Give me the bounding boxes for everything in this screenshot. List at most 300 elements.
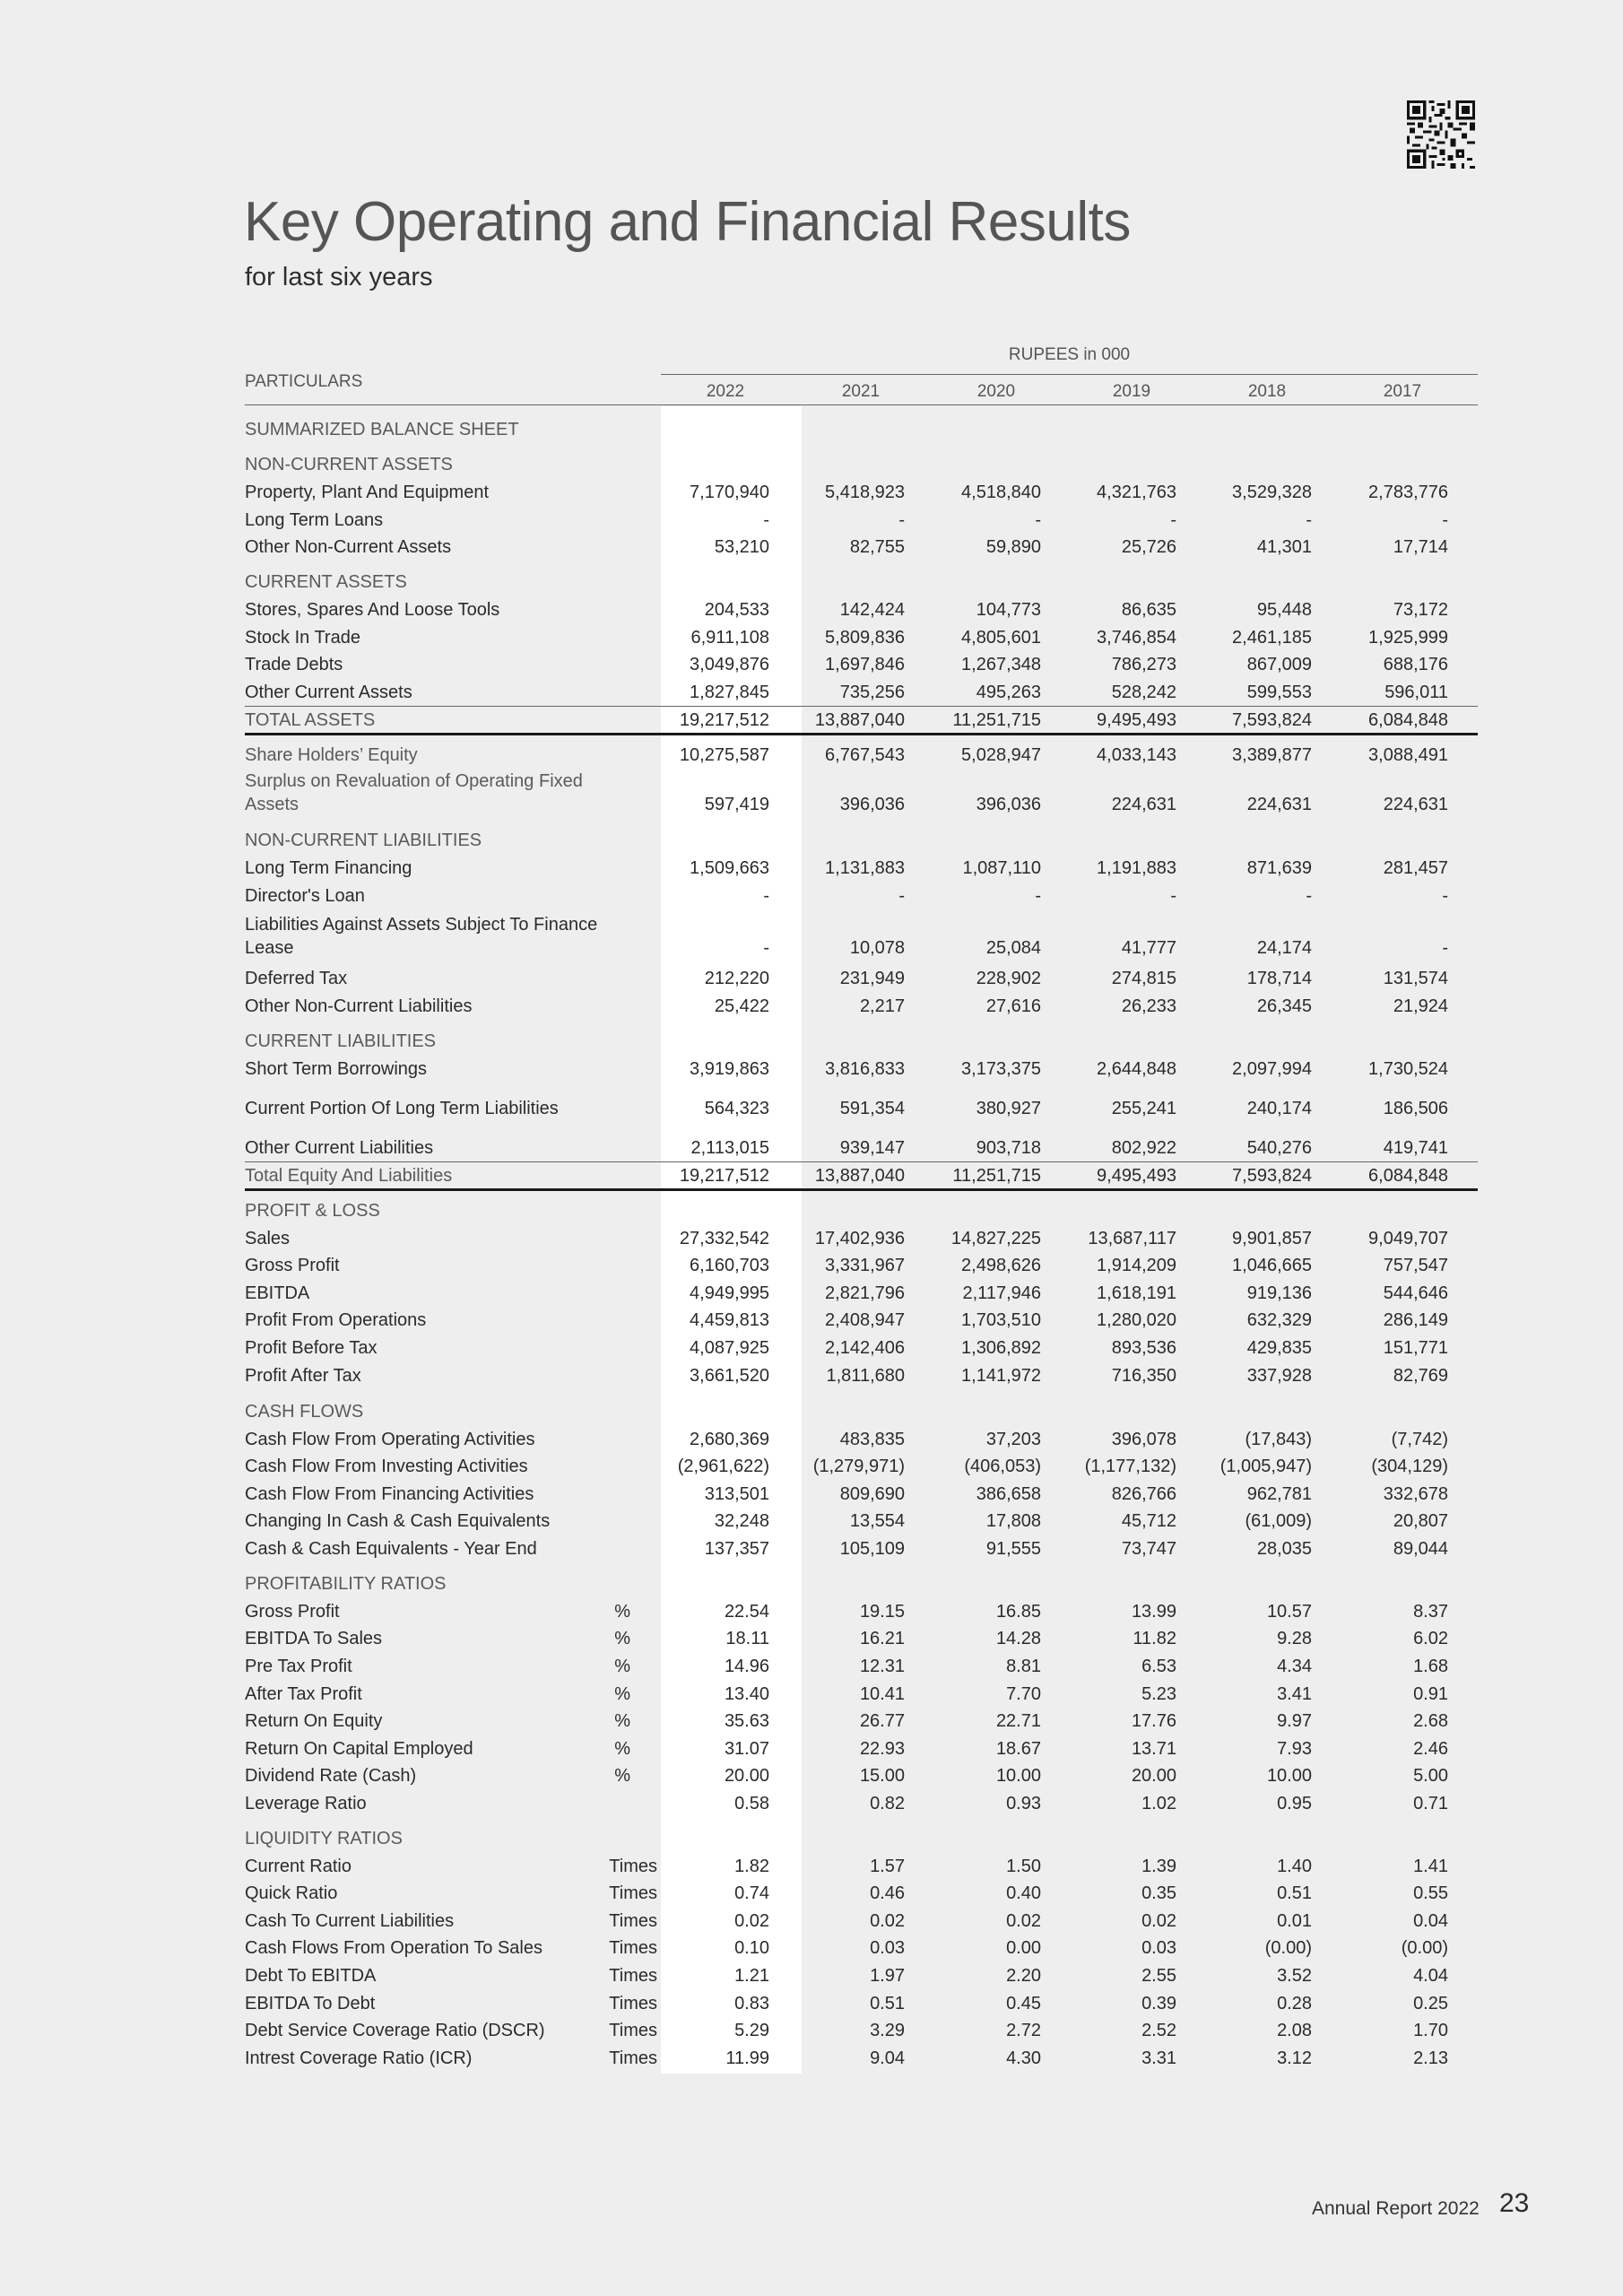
table-row: [245, 1056, 1478, 1083]
row-label: Long Term Financing: [245, 858, 412, 878]
cell-value: 0.95: [1277, 1794, 1312, 1813]
cell-value: 9.28: [1277, 1629, 1312, 1648]
cell-value: 14.96: [724, 1657, 769, 1676]
cell-value: 131,574: [1383, 969, 1448, 988]
cell-value: 27,616: [985, 996, 1041, 1016]
cell-value: (2,961,622): [677, 1457, 769, 1476]
cell-value: 104,773: [976, 600, 1041, 620]
section-title: PROFITABILITY RATIOS: [245, 1574, 447, 1594]
row-label: Dividend Rate (Cash): [245, 1766, 417, 1786]
cell-value: 255,241: [1111, 1099, 1176, 1118]
qr-code-icon: [1407, 100, 1475, 169]
unit-label: %: [614, 1739, 630, 1759]
cell-value: 0.58: [734, 1794, 769, 1813]
cell-value: 1,925,999: [1368, 628, 1448, 648]
total-double-rule: [245, 733, 1478, 735]
row-label: Quick Ratio: [245, 1883, 338, 1903]
cell-value: 688,176: [1383, 655, 1448, 674]
cell-value: 10.41: [859, 1684, 905, 1704]
cell-value: 10.57: [1266, 1602, 1312, 1622]
cell-value: 11,251,715: [952, 1166, 1041, 1186]
cell-value: (1,177,132): [1084, 1457, 1176, 1476]
row-label: Cash Flow From Operating Activities: [245, 1430, 535, 1449]
cell-value: 10.00: [995, 1766, 1041, 1786]
table-row: [245, 855, 1478, 882]
unit-label: %: [614, 1766, 630, 1786]
cell-value: 137,357: [704, 1539, 769, 1559]
cell-value: 419,741: [1383, 1138, 1448, 1158]
cell-value: 9.04: [870, 2048, 905, 2068]
cell-value: -: [763, 886, 769, 906]
cell-value: 9.97: [1277, 1711, 1312, 1731]
cell-value: 2,117,946: [962, 1283, 1041, 1303]
cell-value: 0.03: [1141, 1938, 1176, 1958]
cell-value: 7,593,824: [1232, 1166, 1312, 1186]
cell-value: 22.54: [724, 1602, 769, 1622]
cell-value: 28,035: [1256, 1539, 1312, 1559]
row-label-line: Liabilities Against Assets Subject To Finance: [245, 915, 598, 935]
cell-value: 809,690: [839, 1484, 905, 1504]
cell-value: 19,217,512: [679, 710, 769, 730]
unit-label: Times: [609, 1938, 657, 1958]
cell-value: 893,536: [1111, 1338, 1176, 1358]
cell-value: 0.82: [870, 1794, 905, 1813]
section-header-current-assets: [245, 569, 1478, 596]
cell-value: -: [1442, 886, 1448, 906]
section-title: CURRENT LIABILITIES: [245, 1031, 437, 1051]
cell-value: 82,769: [1393, 1366, 1448, 1386]
section-header-profitability-ratios: [245, 1570, 1478, 1597]
cell-value: 2,142,406: [825, 1338, 905, 1358]
row-label: Other Non-Current Liabilities: [245, 996, 473, 1016]
cell-value: (0.00): [1401, 1938, 1448, 1958]
table-row: [245, 1307, 1478, 1334]
table-row: [245, 679, 1478, 706]
cell-value: 2,113,015: [690, 1138, 769, 1158]
table-row: [245, 1453, 1478, 1480]
cell-value: 0.25: [1413, 1994, 1448, 2013]
table-row: [245, 770, 1478, 820]
cell-value: 19.15: [859, 1602, 905, 1622]
cell-value: 0.39: [1141, 1994, 1176, 2013]
row-label: Debt To EBITDA: [245, 1966, 377, 1986]
cell-value: 1.21: [734, 1966, 769, 1986]
cell-value: 2,461,185: [1232, 628, 1312, 648]
cell-value: 599,553: [1246, 683, 1312, 702]
cell-value: (406,053): [964, 1457, 1041, 1476]
row-label: Other Non-Current Assets: [245, 537, 452, 557]
row-label: Share Holders’ Equity: [245, 745, 418, 765]
table-row: [245, 1508, 1478, 1535]
cell-value: 32,248: [714, 1511, 769, 1531]
table-row: [245, 742, 1478, 769]
cell-value: 0.00: [1006, 1938, 1041, 1958]
table-row: [245, 1280, 1478, 1307]
cell-value: 4,949,995: [690, 1283, 769, 1303]
cell-value: 0.28: [1277, 1994, 1312, 2013]
section-title: LIQUIDITY RATIOS: [245, 1829, 403, 1848]
cell-value: 11,251,715: [952, 710, 1041, 730]
row-label: Deferred Tax: [245, 969, 348, 988]
table-row: [245, 1095, 1478, 1122]
cell-value: 2.46: [1413, 1739, 1448, 1759]
row-label: Pre Tax Profit: [245, 1657, 352, 1676]
table-row: [245, 479, 1478, 506]
cell-value: 1,914,209: [1097, 1256, 1176, 1275]
cell-value: 212,220: [704, 969, 769, 988]
year-header-row: [245, 378, 1478, 405]
cell-value: 2,408,947: [825, 1310, 905, 1330]
page-title: Key Operating and Financial Results: [244, 191, 1131, 253]
cell-value: 5,028,947: [961, 745, 1041, 765]
cell-value: 0.40: [1006, 1883, 1041, 1903]
cell-value: 240,174: [1246, 1099, 1312, 1118]
table-row: [245, 534, 1478, 561]
cell-value: 286,149: [1383, 1310, 1448, 1330]
cell-value: 1,618,191: [1097, 1283, 1176, 1303]
cell-value: 0.01: [1277, 1911, 1312, 1931]
cell-value: 6,084,848: [1368, 1166, 1448, 1186]
cell-value: 14,827,225: [950, 1229, 1041, 1248]
cell-value: -: [1306, 886, 1312, 906]
unit-label: Times: [609, 1911, 657, 1931]
cell-value: 2,498,626: [961, 1256, 1041, 1275]
cell-value: 4,805,601: [961, 628, 1041, 648]
row-label-line: Lease: [245, 938, 294, 958]
cell-value: 2,097,994: [1232, 1059, 1312, 1079]
section-header-non-current-assets: [245, 451, 1478, 478]
section-title: PROFIT & LOSS: [245, 1201, 380, 1221]
cell-value: 6,084,848: [1368, 710, 1448, 730]
row-label: Stores, Spares And Loose Tools: [245, 600, 500, 620]
cell-value: 105,109: [839, 1539, 905, 1559]
cell-value: 9,495,493: [1097, 710, 1176, 730]
table-row: [245, 1935, 1478, 1961]
cell-value: 231,949: [839, 969, 905, 988]
cell-value: (304,129): [1371, 1457, 1448, 1476]
cell-value: 2,680,369: [690, 1430, 769, 1449]
cell-value: 204,533: [704, 600, 769, 620]
table-row: [245, 913, 1478, 963]
cell-value: 9,495,493: [1097, 1166, 1176, 1186]
cell-value: 59,890: [985, 537, 1041, 557]
unit-label: Times: [609, 1883, 657, 1903]
cell-value: 17,714: [1393, 537, 1448, 557]
cell-value: 9,901,857: [1232, 1229, 1312, 1248]
cell-value: 1.40: [1277, 1857, 1312, 1876]
cell-value: 25,726: [1121, 537, 1176, 557]
table-row: [245, 1625, 1478, 1652]
cell-value: 5,809,836: [825, 628, 905, 648]
cell-value: 735,256: [839, 683, 905, 702]
cell-value: 178,714: [1246, 969, 1312, 988]
row-label: Changing In Cash & Cash Equivalents: [245, 1511, 551, 1531]
cell-value: 3.31: [1141, 2048, 1176, 2068]
currency-unit-label: RUPEES in 000: [1008, 345, 1131, 364]
header-bottom-rule: [245, 404, 1478, 405]
cell-value: 10,275,587: [679, 745, 769, 765]
table-row: [245, 1880, 1478, 1907]
cell-value: 1,267,348: [961, 655, 1041, 674]
row-label: Cash & Cash Equivalents - Year End: [245, 1539, 537, 1559]
row-label: Sales: [245, 1229, 291, 1248]
row-label: Gross Profit: [245, 1602, 340, 1622]
row-label: Other Current Assets: [245, 683, 412, 702]
cell-value: 2.72: [1006, 2021, 1041, 2040]
table-row: [245, 2045, 1478, 2072]
row-label: EBITDA To Debt: [245, 1994, 376, 2013]
table-row: [245, 1225, 1478, 1252]
cell-value: 483,835: [839, 1430, 905, 1449]
cell-value: 7,170,940: [690, 483, 769, 502]
cell-value: 1,046,665: [1232, 1256, 1312, 1275]
cell-value: 20.00: [724, 1766, 769, 1786]
cell-value: 597,419: [704, 795, 769, 814]
cell-value: 867,009: [1246, 655, 1312, 674]
cell-value: 18.67: [995, 1739, 1041, 1759]
cell-value: 15.00: [859, 1766, 905, 1786]
cell-value: 7.70: [1006, 1684, 1041, 1704]
cell-value: -: [763, 938, 769, 958]
cell-value: 3,746,854: [1097, 628, 1176, 648]
row-label: Cash Flow From Investing Activities: [245, 1457, 528, 1476]
cell-value: 86,635: [1121, 600, 1176, 620]
section-header-profit-loss: [245, 1197, 1478, 1224]
section-title: SUMMARIZED BALANCE SHEET: [245, 420, 519, 439]
cell-value: 13,887,040: [814, 1166, 905, 1186]
cell-value: 0.03: [870, 1938, 905, 1958]
cell-value: 0.10: [734, 1938, 769, 1958]
cell-value: 0.02: [734, 1911, 769, 1931]
table-row: [245, 1135, 1478, 1161]
cell-value: 757,547: [1383, 1256, 1448, 1275]
cell-value: 0.71: [1413, 1794, 1448, 1813]
cell-value: 0.51: [870, 1994, 905, 2013]
cell-value: 26.77: [859, 1711, 905, 1731]
cell-value: 0.51: [1277, 1883, 1312, 1903]
cell-value: 10,078: [849, 938, 905, 958]
table-row: [245, 1990, 1478, 2017]
row-label: Property, Plant And Equipment: [245, 483, 490, 502]
table-row: [245, 2017, 1478, 2044]
cell-value: 2,644,848: [1097, 1059, 1176, 1079]
year-header: 2019: [1112, 382, 1151, 401]
cell-value: 281,457: [1383, 858, 1448, 878]
cell-value: 2,783,776: [1368, 483, 1448, 502]
table-row: [245, 507, 1478, 534]
table-row: [245, 1598, 1478, 1625]
cell-value: 10.00: [1266, 1766, 1312, 1786]
cell-value: 386,658: [976, 1484, 1041, 1504]
row-label: Total Equity And Liabilities: [245, 1166, 453, 1186]
row-label: Debt Service Coverage Ratio (DSCR): [245, 2021, 545, 2040]
cell-value: 1.70: [1413, 2021, 1448, 2040]
cell-value: 13,687,117: [1088, 1229, 1176, 1248]
unit-label: Times: [609, 1966, 657, 1986]
section-title: CASH FLOWS: [245, 1402, 364, 1422]
table-row: [245, 1481, 1478, 1508]
cell-value: 3.41: [1277, 1684, 1312, 1704]
cell-value: 0.46: [870, 1883, 905, 1903]
cell-value: 2.55: [1141, 1966, 1176, 1986]
cell-value: 0.02: [1141, 1911, 1176, 1931]
cell-value: -: [763, 510, 769, 530]
cell-value: 1.50: [1006, 1857, 1041, 1876]
cell-value: 6,160,703: [690, 1256, 769, 1275]
cell-value: 1,087,110: [962, 858, 1041, 878]
cell-value: 3,088,491: [1368, 745, 1448, 765]
cell-value: 716,350: [1111, 1366, 1176, 1386]
cell-value: 396,036: [839, 795, 905, 814]
particulars-header: PARTICULARS: [245, 372, 363, 391]
cell-value: 962,781: [1246, 1484, 1312, 1504]
cell-value: 35.63: [724, 1711, 769, 1731]
table-row: [245, 1681, 1478, 1708]
table-row: [245, 596, 1478, 623]
cell-value: 396,036: [976, 795, 1041, 814]
cell-value: 313,501: [704, 1484, 769, 1504]
cell-value: 2,821,796: [825, 1283, 905, 1303]
cell-value: 3,331,967: [825, 1256, 905, 1275]
cell-value: 4,518,840: [961, 483, 1041, 502]
cell-value: -: [1306, 510, 1312, 530]
section-header-summarized-balance-sheet: [245, 416, 1478, 443]
cell-value: -: [1035, 510, 1041, 530]
cell-value: 17,808: [985, 1511, 1041, 1531]
total-row: [245, 707, 1478, 734]
table-row: [245, 1908, 1478, 1935]
cell-value: 429,835: [1246, 1338, 1312, 1358]
unit-label: %: [614, 1711, 630, 1731]
cell-value: 41,301: [1256, 537, 1312, 557]
cell-value: 1,703,510: [961, 1310, 1041, 1330]
cell-value: 0.02: [1006, 1911, 1041, 1931]
unit-label: Times: [609, 1994, 657, 2013]
page-subtitle: for last six years: [245, 263, 433, 291]
unit-label: Times: [609, 2048, 657, 2068]
cell-value: 13.71: [1131, 1739, 1176, 1759]
cell-value: 22.93: [859, 1739, 905, 1759]
cell-value: 20.00: [1131, 1766, 1176, 1786]
table-row: [245, 1708, 1478, 1735]
cell-value: 73,172: [1393, 600, 1448, 620]
cell-value: 0.93: [1006, 1794, 1041, 1813]
cell-value: 903,718: [976, 1138, 1041, 1158]
cell-value: 3,173,375: [961, 1059, 1041, 1079]
cell-value: 5.29: [734, 2021, 769, 2040]
cell-value: 3,049,876: [690, 655, 769, 674]
cell-value: 5.23: [1141, 1684, 1176, 1704]
row-label: EBITDA To Sales: [245, 1629, 383, 1648]
cell-value: 13.99: [1131, 1602, 1176, 1622]
cell-value: 8.81: [1006, 1657, 1041, 1676]
cell-value: 1.39: [1141, 1857, 1176, 1876]
cell-value: 5,418,923: [825, 483, 905, 502]
table-row: [245, 1335, 1478, 1361]
cell-value: 13.40: [724, 1684, 769, 1704]
cell-value: -: [898, 886, 905, 906]
cell-value: 591,354: [839, 1099, 905, 1118]
cell-value: 2.13: [1413, 2048, 1448, 2068]
row-label: Gross Profit: [245, 1256, 340, 1275]
cell-value: (7,742): [1391, 1430, 1448, 1449]
cell-value: 4.30: [1006, 2048, 1041, 2068]
row-label: Profit After Tax: [245, 1366, 361, 1386]
cell-value: 1.41: [1413, 1857, 1448, 1876]
table-row: [245, 1735, 1478, 1762]
cell-value: 95,448: [1256, 600, 1312, 620]
table-row: [245, 1790, 1478, 1817]
cell-value: 0.74: [734, 1883, 769, 1903]
row-label-line: Assets: [245, 795, 299, 814]
row-label-line: Surplus on Revaluation of Operating Fixed: [245, 771, 583, 791]
cell-value: 91,555: [985, 1539, 1041, 1559]
cell-value: 1,131,883: [825, 858, 905, 878]
cell-value: 228,902: [976, 969, 1041, 988]
footer-report-label: Annual Report 2022: [1312, 2198, 1480, 2219]
cell-value: 17.76: [1131, 1711, 1176, 1731]
unit-label: Times: [609, 2021, 657, 2040]
cell-value: 3,816,833: [825, 1059, 905, 1079]
table-row: [245, 1853, 1478, 1880]
row-label: Profit From Operations: [245, 1310, 427, 1330]
cell-value: 2,217: [859, 996, 905, 1016]
cell-value: 24,174: [1256, 938, 1312, 958]
cell-value: 1.82: [734, 1857, 769, 1876]
row-label: [245, 913, 597, 960]
cell-value: -: [1170, 886, 1176, 906]
cell-value: 4,087,925: [690, 1338, 769, 1358]
cell-value: -: [1442, 510, 1448, 530]
cell-value: 396,078: [1111, 1430, 1176, 1449]
table-row: [245, 1962, 1478, 1989]
table-row: [245, 1362, 1478, 1389]
row-label: Leverage Ratio: [245, 1794, 367, 1813]
section-header-non-current-liabilities: [245, 827, 1478, 854]
row-label: Intrest Coverage Ratio (ICR): [245, 2048, 473, 2068]
cell-value: 2.20: [1006, 1966, 1041, 1986]
cell-value: 632,329: [1246, 1310, 1312, 1330]
year-header: 2022: [706, 382, 745, 401]
cell-value: 2.52: [1141, 2021, 1176, 2040]
cell-value: 12.31: [859, 1657, 905, 1676]
cell-value: 9,049,707: [1368, 1229, 1448, 1248]
cell-value: 2.68: [1413, 1711, 1448, 1731]
cell-value: 13,554: [849, 1511, 905, 1531]
table-row: [245, 993, 1478, 1020]
row-label: Current Ratio: [245, 1857, 352, 1876]
cell-value: 7,593,824: [1232, 710, 1312, 730]
cell-value: 3,389,877: [1232, 745, 1312, 765]
cell-value: 939,147: [839, 1138, 905, 1158]
cell-value: -: [1035, 886, 1041, 906]
cell-value: 6,911,108: [690, 628, 769, 648]
row-label: TOTAL ASSETS: [245, 710, 376, 730]
cell-value: 186,506: [1383, 1099, 1448, 1118]
cell-value: 919,136: [1246, 1283, 1312, 1303]
cell-value: 151,771: [1383, 1338, 1448, 1358]
section-title: NON-CURRENT LIABILITIES: [245, 831, 482, 850]
cell-value: (0.00): [1264, 1938, 1312, 1958]
cell-value: 16.21: [859, 1629, 905, 1648]
cell-value: 1,141,972: [961, 1366, 1041, 1386]
cell-value: 1.02: [1141, 1794, 1176, 1813]
cell-value: 0.91: [1413, 1684, 1448, 1704]
row-label: Trade Debts: [245, 655, 343, 674]
cell-value: 274,815: [1111, 969, 1176, 988]
cell-value: 1.68: [1413, 1657, 1448, 1676]
cell-value: 1,811,680: [826, 1366, 905, 1386]
